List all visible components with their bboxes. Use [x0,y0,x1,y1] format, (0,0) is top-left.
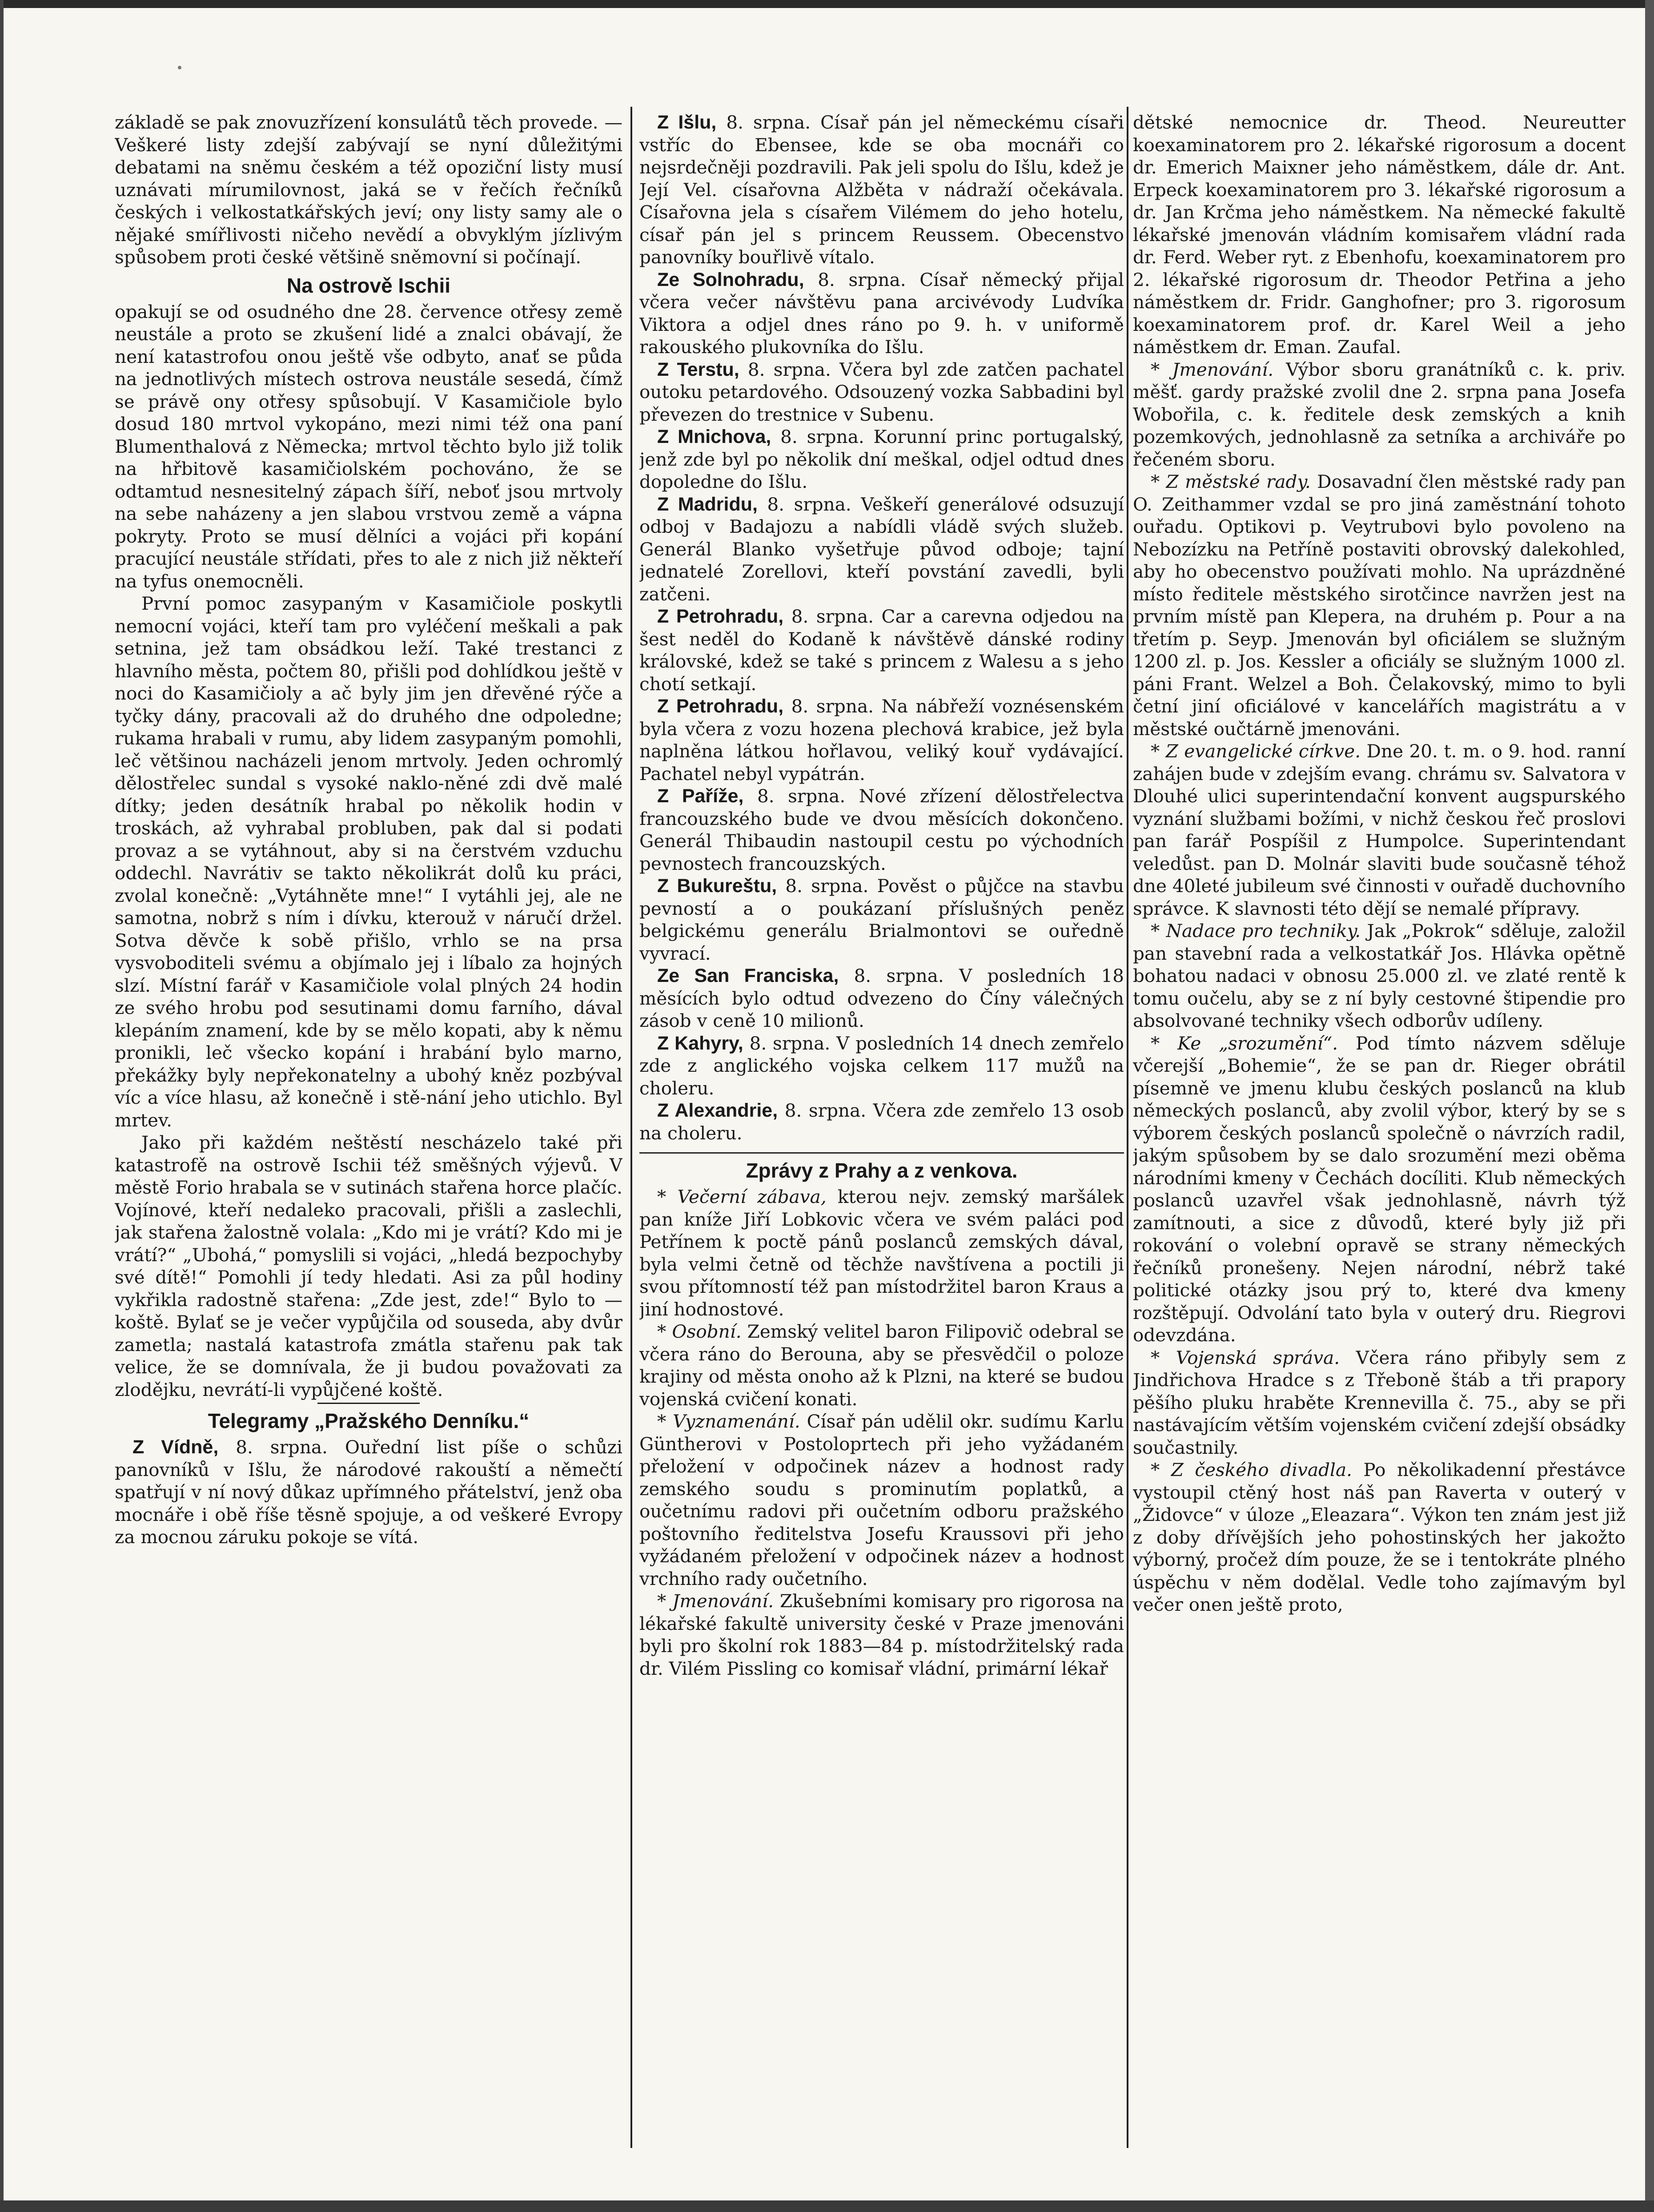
telegram-trieste-text: 8. srpna. Včera byl zde zatčen pachatel outoku petardového. Odsouzený vozka Sabbadini byl převezen do trestnice v Subenu. [639,358,1124,425]
news-appointments-1-text: Zkušebními komisary pro rigorosa na lékařské fakultě university české v Praze jmenováni byli pro školní rok 1883—84 p. místodržitelský rada dr. Vilém Pissling co komisař vládní, primární lékař [639,1590,1124,1679]
column-rule-right [1127,107,1128,2148]
news-appointments-1 [639,1590,1124,1680]
telegram-bucharest-lead: Z Bukureštu, [657,875,777,897]
news-personal [639,1320,1124,1410]
column-2 [639,111,1124,2157]
telegram-isl [639,111,1124,269]
news-czech-theatre [1133,1459,1626,1616]
news-appointments-2 [1133,358,1626,471]
column-3 [1133,111,1626,2157]
news-understanding-lead: * Ke „srozumění“. [1151,1032,1338,1054]
telegram-cairo [639,1032,1124,1100]
telegram-cairo-text: 8. srpna. V posledních 14 dnech zemřelo zde z anglického vojska celkem 117 mužů na choleru. [639,1032,1124,1099]
column-1 [115,111,622,2157]
telegram-salzburg-text: 8. srpna. Císař německý přijal včera večer návštěvu pana arcivévody Ludvíka Viktora a odjel dnes ráno po 9. h. v uniformě rakouského plukovníka do Išlu. [639,269,1124,358]
news-evening-party-text: kterou nejv. zemský maršálek pan kníže Jiří Lobkovic včera ve svém paláci pod Petřínem k poctě pánů poslanců zemských dával, byla velmi četně od těchže navštívena a poctili ji svou přítomností též pan místodržitel baron Kraus a jiní hodnostové. [639,1186,1124,1320]
scan-speck [178,66,181,69]
telegram-petersburg-1-lead: Z Petrohradu, [657,606,784,627]
news-city-council-text: Dosavadní člen městské rady pan O. Zeithammer vzdal se pro jiná zaměstnání tohoto ouřadu. Optikovi p. Veytrubovi bylo povoleno na Nebozízku na Petříně postaviti obrovský dalekohled, aby ho obecenstvo používati mohlo. Na uprázdněné místo ředitele městského sirotčince navržen jest na prvním místě pan Klepera, na druhém p. Pour a na třetím p. Seyp. Jmenován byl oficiálem se služným 1200 zl. p. Jos. Kessler a oficiály se služným 1000 zl. páni Frant. Welzel a Boh. Čelakovský, mimo to byli četní jiní oficiálové v kancelářích magistrátu a v městské oučtárně jmenováni. [1133,471,1626,740]
news-understanding-text: Pod tímto názvem sděluje včerejší „Bohemie“, že se pan dr. Rieger obrátil písemně ve jmenu klubu českých poslanců na klub německých poslanců, aby zvolil výbor, který by se s výborem českých poslanců společně o návrzích radil, jakým spůsobem by se dalo srozumění mezi oběma národními kmeny v Čechách docíliti. Klub německých poslanců uzavřel však jednohlasně, návrh týž zamítnouti, a sice z důvodů, které byly již při rokování o volební opravě se strany německých řečníků pronešeny. Nejen národní, nébrž také politické otázky jsou prý to, které dva kmeny rozštěpují. Odvolání tato byla v outerý dru. Riegrovi odevzdána. [1133,1032,1626,1346]
telegram-vienna-text: 8. srpna. Ouřední list píše o schůzi panovníků v Išlu, že národové rakouští a němečtí spatřují v ní nový důkaz upřímného přátelství, jenž oba mocnáře i obě říše těsně spojuje, a od veškeré Evropy za mocnou záruku pokoje se vítá. [115,1436,622,1548]
telegram-salzburg-lead: Ze Solnohradu, [657,269,804,290]
news-understanding [1133,1032,1626,1347]
news-appointments-2-lead: * Jmenování. [1151,358,1274,380]
scan-edge-top [0,0,1654,8]
telegram-san-francisco-text: 8. srpna. V posledních 18 měsících bylo odtud odvezeno do Číny válečných zásob v ceně 10 milionů. [639,965,1124,1031]
news-evangelical-church-text: Dne 20. t. m. o 9. hod. ranní zahájen bude v zdejším evang. chrámu sv. Salvatora v Dlouhé ulici superintendační konvent augspurského vyznání službami božími, v nichž českou řeč proslovi pan farář Pospíšil z Humpolce. Superintendant veledůst. pan D. Molnár slaviti bude současně téhož dne 40leté jubileum své činnosti v ouřadě duchovního správce. K slavnosti této dějí se nemalé přípravy. [1133,740,1626,919]
telegram-petersburg-1-text: 8. srpna. Car a carevna odjedou na šest neděl do Kodaně k návštěvě dánské rodiny královské, kdež se také s princem z Walesu a s jeho chotí setkají. [639,606,1124,695]
heading-telegrams: Telegramy „Pražského Denníku.“ [208,1409,530,1432]
telegram-alexandria [639,1099,1124,1144]
telegram-san-francisco-lead: Ze San Franciska, [657,965,839,986]
news-city-council-lead: * Z městské rady. [1151,471,1311,492]
telegram-vienna-lead: Z Vídně, [132,1436,219,1458]
ischia-paragraph-3: Jako při každém neštěstí nescházelo také při katastrofě na ostrově Ischii též směšných výjevů. V městě Forio hrabala se v sutinách stařena horce plačíc. Vojínové, kteří nedaleko pracovali, přišli a zaslechli, jak stařena žalostně volala: „Kdo mi je vrátí? Kdo mi je vrátí?“ „Ubohá,“ pomyslili si vojáci, „hledá bezpochyby své dítě!“ Pomohli jí tedy hledati. Asi za půl hodiny vykřikla radostně stařena: „Zde jest, zde!“ Bylo to — koště. Bylať se je večer vypůjčila od souseda, aby dvůr zametla; nastalá katastrofa zmátla stařenu pak tak velice, že se domnívala, že ji budou považovati za zlodějku, nevrátí-li vypůjčené koště. [115,1132,622,1400]
telegram-vienna [115,1436,622,1548]
telegram-petersburg-1 [639,605,1124,695]
telegram-paris [639,785,1124,875]
section-rule-prague [639,1152,1124,1154]
news-appointments-1-lead: * Jmenování. [657,1590,774,1612]
telegram-petersburg-2 [639,695,1124,785]
scan-edge-right [1645,0,1654,2212]
telegram-salzburg [639,269,1124,358]
telegram-bucharest-text: 8. srpna. Pověst o půjčce na stavbu pevností a o poukázaní příslušných peněz belgickému generálu Brialmontovi se ouředně vyvrací. [639,875,1124,964]
heading-prague-news: Zprávy z Prahy a z venkova. [746,1159,1018,1182]
news-evangelical-church [1133,740,1626,920]
telegram-san-francisco [639,965,1124,1032]
telegram-alexandria-lead: Z Alexandrie, [657,1100,778,1121]
news-military-text: Včera ráno přibyly sem z Jindřichova Hradce s z Třeboně štáb a tři prapory pěšího pluku hraběte Krennevilla č. 75., aby se při nastávajícím větším vojenském cvičení zdejší obsádky součastnily. [1133,1347,1626,1458]
telegram-madrid [639,493,1124,606]
telegram-paris-text: 8. srpna. Nové zřízení dělostřelectva francouzského bude ve dvou měsících dokončeno. Generál Thibaudin nastoupil cestu po východních pevnostech francouzských. [639,785,1124,874]
news-technics-foundation [1133,920,1626,1032]
telegram-petersburg-2-text: 8. srpna. Na nábřeží voznésenském byla včera z vozu hozena plechová krabice, jež byla naplněna látkou hořlavou, veliký kouř vydávající. Pachatel nebyl vypátrán. [639,696,1124,784]
news-czech-theatre-lead: * Z českého divadla. [1151,1459,1353,1480]
news-honours-text: Císař pán udělil okr. sudímu Karlu Güntherovi v Postoloprtech při jeho vyžádaném přeložení v odpočinek název a hodnost rady zemského soudu s prominutím poplatků, a oučetnímu radovi při oučetním odboru pražského poštovního ředitelstva Josefu Kraussovi při jeho vyžádaném přeložení v odpočinek název a hodnost vrchního rady oučetního. [639,1411,1124,1589]
news-czech-theatre-text: Po několikadenní přestávce vystoupil ctěný host náš pan Raverta v outerý v „Židovce“ v úloze „Eleazara“. Výkon ten znám jest již z doby dřívějších jeho pohostinských her jakožto výborný, pročež dím pouze, že se i tentokráte plného úspěchu v něm dodělal. Vedle toho zajímavým byl večer onen ještě proto, [1133,1459,1626,1615]
news-evening-party-lead: * Večerní zábava, [657,1186,827,1207]
news-military [1133,1347,1626,1459]
telegram-trieste-lead: Z Terstu, [657,358,739,380]
telegram-trieste [639,358,1124,426]
news-evening-party [639,1186,1124,1320]
intro-paragraph: základě se pak znovuzřízení konsulátů těch provede. — Veškeré listy zdejší zabývají se nyní důležitými debatami na sněmu českém a též opoziční listy musí uznávati mírumilovnost, jaká se v řečích řečníků českých i velkostatkářských jeví; ony listy samy ale o nějaké smířlivosti ničeho nevědí a obvyklým jízlivým spůsobem proti české většině sněmovní si počínají. [115,112,622,268]
telegram-paris-lead: Z Paříže, [657,785,744,807]
news-appointments-continued: dětské nemocnice dr. Theod. Neureutter koexaminatorem pro 2. lékařské rigorosum a docent dr. Emerich Maixner jeho náměstkem, dále dr. Ant. Erpeck koexaminatorem pro 3. lékařské rigorosum a dr. Jan Krčma jeho náměstkem. Na německé fakultě lékařské jmenován vládním komisařem vládní rada dr. Ferd. Weber ryt. z Ebenhofu, koexaminatorem pro 2. lékařské rigorosum dr. Theodor Petřina a jeho náměstkem dr. Fridr. Ganghofner; pro 3. rigorosum koexaminatorem prof. dr. Karel Weil a jeho náměstkem dr. Eman. Zaufal. [1133,112,1626,358]
scan-edge-bottom [0,2200,1654,2212]
news-evangelical-church-lead: * Z evangelické církve. [1151,740,1361,762]
telegram-munich-lead: Z Mnichova, [657,426,771,447]
news-appointments-2-text: Výbor sboru granátníků c. k. priv. měšť. gardy pražské zvolil dne 2. srpna pana Josefa Wobořila, c. k. ředitele desk zemských a knih pozemkových, jednohlasně za setníka a archiváře po řečeném sboru. [1133,358,1626,470]
news-personal-text: Zemský velitel baron Filipovič odebral se včera ráno do Berouna, aby se přesvědčil o poloze krajiny od města onoho až k Plzni, na které se budou vojenská cvičení konati. [639,1321,1124,1410]
ischia-paragraph-1: opakují se od osudného dne 28. července otřesy země neustále a proto se zkušení lidé a znalci obávají, že není katastrofou onou ještě vše odbyto, anať se půda na jednotlivých místech ostrova neustále sesedá, čímž se právě ony otřesy spůsobují. V Kasamičiole bylo dosud 180 mrtvol vykopáno, mezi nimi též ona paní Blumenthalová z Německa; mrtvol těchto bylo již tolik na hřbitově kasamičiolském pochováno, že se odtamtud nesnesitelný zápach šíří, neboť jsou mrtvoly na sebe naházeny a jen slabou vrstvou země a vápna pokryty. Proto se musí dělníci a vojáci při kopání pracující neustále střídati, přes to ale z nich již někteří na tyfus onemocněli. [115,301,622,592]
telegram-bucharest [639,875,1124,965]
news-honours [639,1410,1124,1590]
news-personal-lead: * Osobní. [657,1321,742,1342]
telegram-cairo-lead: Z Kahyry, [657,1032,743,1054]
telegram-petersburg-2-lead: Z Petrohradu, [657,696,784,717]
news-military-lead: * Vojenská správa. [1151,1347,1340,1368]
telegram-munich [639,426,1124,493]
ischia-paragraph-2: První pomoc zasypaným v Kasamičiole poskytli nemocní vojáci, kteří tam pro vyléčení meškali a pak setnina, jež tam obsádkou leží. Také trestanci z hlavního města, počtem 80, přišli pod dohlídkou ještě v noci do Kasamičioly a ač byly jim jen dřevěné rýče a tyčky dány, pracovali až do druhého dne odpoledne; rukama hrabali v rumu, aby lidem zasypaným pomohli, leč většinou nacházeli jenom mrtvoly. Jeden ochromlý dělostřelec sundal s vysoké naklo-něné zdi dvě malé dítky; jeden desátník hrabal po několik hodin v troskách, až vyhrabal probluben, pak dal si podati provaz a se vytáhnout, aby si na čerstvém vzduchu oddechl. Navrátiv se takto několikrát dolů ku práci, zvolal konečně: „Vytáhněte mne!“ I vytáhli jej, ale ne samotna, nobrž s ním i dívku, kterouž v náručí držel. Sotva děvče k sobě přišlo, vrhlo se na prsa vysvoboditeli svému a objímalo jej i líbalo za hojných slzí. Místní farář v Kasamičiole volal plných 24 hodin ze svého hrobu pod sesutinami domu farního, dával klepáním znamení, kde by se mělo kopati, aby k němu pronikli, leč všecko kopání i hrabání bylo marno, překážky byly nepřekonatelny a ubohý kněz pozbýval víc a více hlasu, až konečně i stě-nání jeho utichlo. Byl mrtev. [115,593,622,1131]
news-technics-foundation-text: Jak „Pokrok“ sděluje, založil pan stavební rada a velkostatkář Jos. Hlávka opětně bohatou nadaci v obnosu 25.000 zl. ve zlaté rentě k tomu oučelu, aby se z ní byly cestovné štipendie pro absolvované techniky všech odborův udíleny. [1133,920,1626,1031]
telegram-alexandria-text: 8. srpna. Včera zde zemřelo 13 osob na choleru. [639,1100,1124,1144]
heading-ischia: Na ostrově Ischii [286,273,451,297]
section-rule [317,1403,420,1404]
telegram-isl-text: 8. srpna. Císař pán jel německému císaři vstříc do Ebensee, kde se oba mocnáři co nejsrdečněji pozdravili. Pak jeli spolu do Išlu, kdež je Její Vel. císařovna Alžběta v nádraží očekávala. Císařovna jela s císařem Vilémem do jeho hotelu, císař pán jel s princem Reussem. Obecenstvo panovníky bouřlivě vítalo. [639,112,1124,268]
telegram-munich-text: 8. srpna. Korunní princ portugalský, jenž zde byl po několik dní meškal, odjel odtud dnes dopoledne do Išlu. [639,426,1124,492]
news-technics-foundation-lead: * Nadace pro techniky. [1151,920,1361,941]
telegram-madrid-lead: Z Madridu, [657,493,758,515]
column-rule-left [630,107,632,2148]
telegram-isl-lead: Z Išlu, [657,112,717,133]
telegram-madrid-text: 8. srpna. Veškeří generálové odsuzují odboj v Badajozu a nabídli vládě svých služeb. Generál Blanko vyšetřuje původ odboje; tajní jednatelé Zorellovi, kteří povstání zavedli, byli zatčeni. [639,493,1124,605]
news-honours-lead: * Vyznamenání. [657,1411,800,1432]
scan-edge-left [0,0,4,2212]
news-city-council [1133,471,1626,740]
